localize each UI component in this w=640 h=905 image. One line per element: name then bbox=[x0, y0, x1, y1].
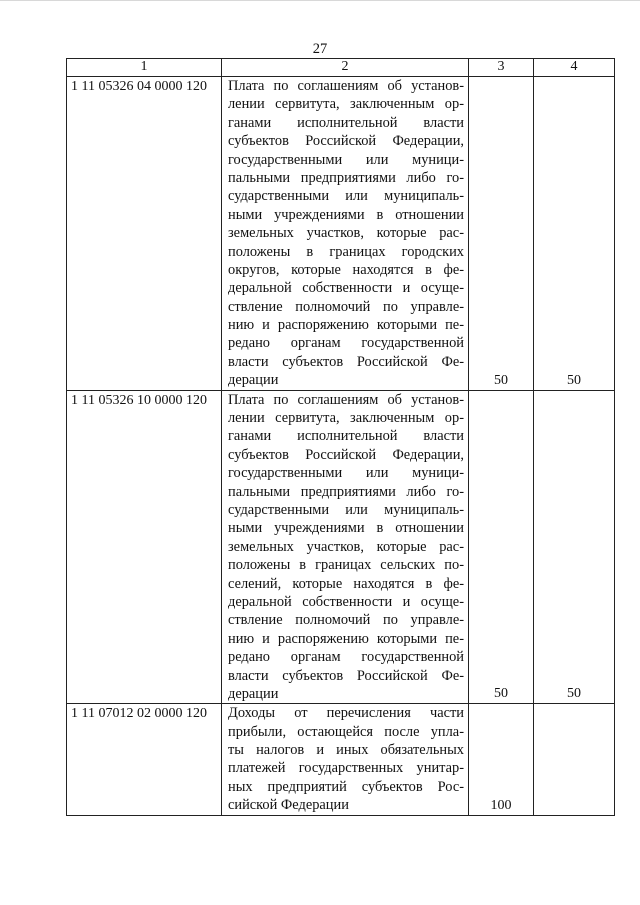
revenue-name-cell bbox=[222, 390, 469, 704]
revenue-code-cell: 1 11 05326 04 0000 120 bbox=[67, 77, 222, 391]
revenue-name-line: сударственными или муниципаль- bbox=[228, 501, 464, 518]
revenue-name-line: нию и распоряжению которыми пе- bbox=[228, 317, 464, 334]
revenue-name-line: редано органам государственной bbox=[228, 649, 464, 666]
revenue-name-line: дерации bbox=[228, 685, 279, 702]
revenue-name-line: округов, которые находятся в фе- bbox=[228, 261, 464, 278]
amount-column-4-cell: 50 bbox=[534, 390, 615, 704]
revenue-name-line: положены в границах городских bbox=[228, 243, 464, 260]
page-number: 27 bbox=[312, 41, 328, 57]
revenue-name-line: ствление полномочий по управле- bbox=[228, 298, 464, 315]
revenue-name-line: дерации bbox=[228, 372, 279, 389]
amount-column-4-cell: 50 bbox=[534, 77, 615, 391]
revenue-code-cell: 1 11 05326 10 0000 120 bbox=[67, 390, 222, 704]
amount-column-3-cell: 50 bbox=[469, 390, 534, 704]
table-row bbox=[67, 77, 615, 391]
amount-column-4-cell bbox=[534, 704, 615, 815]
revenue-name-line: нию и распоряжению которыми пе- bbox=[228, 630, 464, 647]
revenue-name-line: Доходы от перечисления части bbox=[228, 705, 464, 722]
column-header-4: 4 bbox=[534, 59, 615, 77]
revenue-name-line: государственными или муници- bbox=[228, 151, 464, 168]
column-header-2: 2 bbox=[222, 59, 469, 77]
table-row bbox=[67, 390, 615, 704]
revenue-name-line: ных предприятий субъектов Рос- bbox=[228, 778, 464, 795]
revenue-name-line: сударственными или муниципаль- bbox=[228, 188, 464, 205]
budget-table bbox=[66, 58, 615, 816]
revenue-name-line: Плата по соглашениям об установ- bbox=[228, 78, 464, 94]
revenue-name-line: лении сервитута, заключенным ор- bbox=[228, 96, 464, 113]
revenue-name-line: ными учреждениями в отношении bbox=[228, 206, 464, 223]
revenue-name-line: ными учреждениями в отношении bbox=[228, 520, 464, 537]
column-header-1: 1 bbox=[67, 59, 222, 77]
revenue-name-line: лении сервитута, заключенным ор- bbox=[228, 410, 464, 427]
revenue-name-line: ганами исполнительной власти bbox=[228, 114, 464, 131]
revenue-name-line: ганами исполнительной власти bbox=[228, 428, 464, 445]
revenue-name-line: Плата по соглашениям об установ- bbox=[228, 391, 464, 408]
revenue-name-line: платежей государственных унитар- bbox=[228, 760, 464, 777]
amount-column-3-cell: 50 bbox=[469, 77, 534, 391]
revenue-name-line: власти субъектов Российской Фе- bbox=[228, 353, 464, 370]
revenue-name-line: деральной собственности и осуще- bbox=[228, 593, 464, 610]
table-header-row bbox=[67, 59, 615, 77]
revenue-name-line: редано органам государственной bbox=[228, 335, 464, 352]
revenue-name-line: государственными или муници- bbox=[228, 465, 464, 482]
revenue-name-line: пальными предприятиями либо го- bbox=[228, 169, 464, 186]
revenue-name-line: деральной собственности и осуще- bbox=[228, 280, 464, 297]
revenue-name-line: земельных участков, которые рас- bbox=[228, 225, 464, 242]
revenue-name-line: власти субъектов Российской Фе- bbox=[228, 667, 464, 684]
revenue-name-line: ствление полномочий по управле- bbox=[228, 612, 464, 629]
table-row bbox=[67, 704, 615, 815]
revenue-name-line: селений, которые находятся в фе- bbox=[228, 575, 464, 592]
revenue-name-line: пальными предприятиями либо го- bbox=[228, 483, 464, 500]
revenue-name-line: земельных участков, которые рас- bbox=[228, 538, 464, 555]
revenue-name-line: субъектов Российской Федерации, bbox=[228, 446, 464, 463]
column-header-3: 3 bbox=[469, 59, 534, 77]
revenue-name-line: ты налогов и иных обязательных bbox=[228, 742, 464, 759]
revenue-code-cell: 1 11 07012 02 0000 120 bbox=[67, 704, 222, 815]
revenue-name-line: прибыли, остающейся после упла- bbox=[228, 723, 464, 740]
page-top-edge bbox=[0, 0, 640, 4]
revenue-name-line: положены в границах сельских по- bbox=[228, 557, 464, 574]
revenue-name-cell bbox=[222, 704, 469, 815]
amount-column-3-cell: 100 bbox=[469, 704, 534, 815]
revenue-name-line: сийской Федерации bbox=[228, 797, 349, 814]
revenue-name-cell bbox=[222, 77, 469, 391]
revenue-name-line: субъектов Российской Федерации, bbox=[228, 133, 464, 150]
